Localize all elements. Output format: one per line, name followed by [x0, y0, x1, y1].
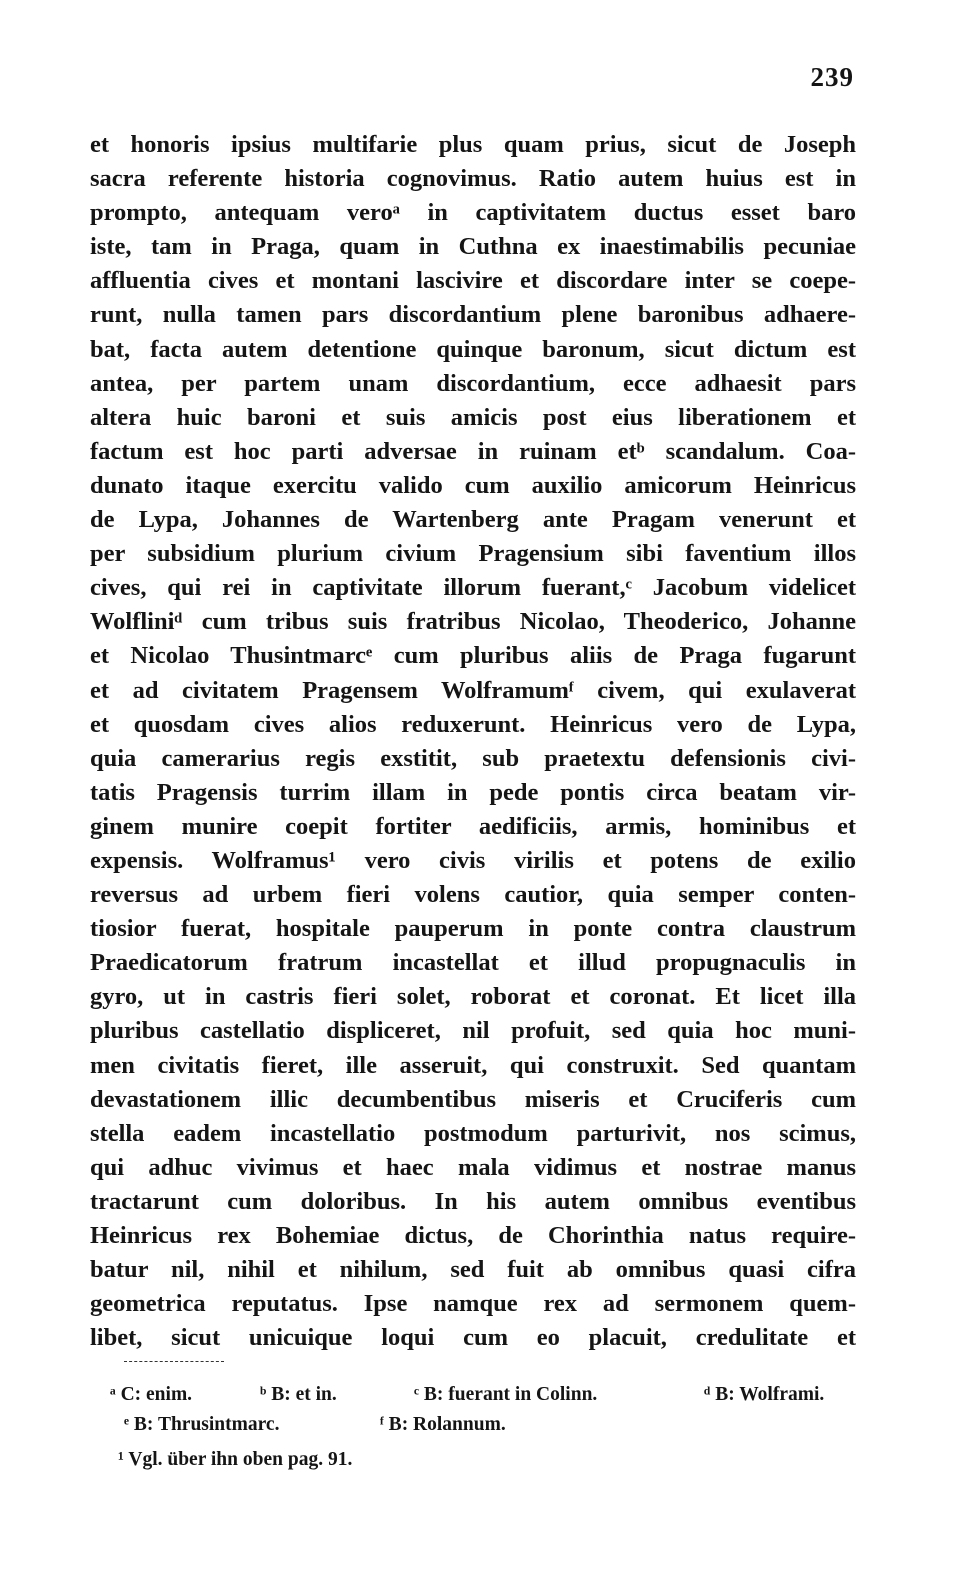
- text-line: geometrica reputatus. Ipse namque rex ad sermonem quem-: [90, 1290, 856, 1318]
- footnote-row-1: [110, 1380, 870, 1410]
- text-line: runt, nulla tamen pars discordantium plene baronibus adhaere-: [90, 301, 856, 329]
- main-text: [90, 128, 856, 1355]
- footnote-d: ᵈ B: Wolframi.: [704, 1384, 825, 1405]
- text-line: batur nil, nihil et nihilum, sed fuit ab omnibus quasi cifra: [90, 1256, 856, 1284]
- text-line: dunato itaque exercitu valido cum auxilio amicorum Heinricus: [90, 471, 856, 499]
- text-line: de Lypa, Johannes de Wartenberg ante Pragam venerunt et: [90, 506, 856, 534]
- text-line: tatis Pragensis turrim illam in pede pontis circa beatam vir-: [90, 778, 856, 806]
- text-line: affluentia cives et montani lascivire et discordare inter se coepe-: [90, 267, 856, 295]
- footnote-a: ᵃ C: enim.: [110, 1384, 193, 1405]
- text-line: per subsidium plurium civium Pragensium sibi faventium illos: [90, 540, 856, 568]
- text-line: et honoris ipsius multifarie plus quam prius, sicut de Joseph: [90, 131, 856, 158]
- text-line: Heinricus rex Bohemiae dictus, de Chorinthia natus require-: [90, 1222, 856, 1249]
- text-line: iste, tam in Praga, quam in Cuthna ex inaestimabilis pecuniae: [90, 233, 856, 261]
- text-line: cives, qui rei in captivitate illorum fuerant,ᶜ Jacobum videlicet: [90, 574, 856, 602]
- text-line: prompto, antequam veroᵃ in captivitatem ductus esset baro: [90, 199, 856, 227]
- text-line: et ad civitatem Pragensem Wolframumᶠ civem, qui exulaverat: [90, 676, 856, 704]
- page-number: 239: [810, 62, 854, 92]
- textual-footnotes: [110, 1380, 870, 1440]
- text-line: bat, facta autem detentione quinque baronum, sicut dictum est: [90, 335, 856, 363]
- footnote-b: ᵇ B: et in.: [260, 1384, 337, 1405]
- text-line: Wolfliniᵈ cum tribus suis fratribus Nicolao, Theoderico, Johanne: [90, 608, 856, 636]
- text-line: et quosdam cives alios reduxerunt. Heinricus vero de Lypa,: [90, 710, 856, 738]
- footnote-row-2: [110, 1410, 870, 1440]
- text-line: factum est hoc parti adversae in ruinam etᵇ scandalum. Coa-: [90, 437, 856, 465]
- reference-note-1: ¹ Vgl. über ihn oben pag. 91.: [118, 1449, 353, 1470]
- text-line: quia camerarius regis exstitit, sub praetextu defensionis civi-: [90, 744, 856, 772]
- text-line: men civitatis fieret, ille asseruit, qui construxit. Sed quantam: [90, 1051, 856, 1079]
- text-line: qui adhuc vivimus et haec mala vidimus et nostrae manus: [90, 1153, 856, 1181]
- text-line: tiosior fuerat, hospitale pauperum in ponte contra claustrum: [90, 915, 856, 943]
- text-line: stella eadem incastellatio postmodum parturivit, nos scimus,: [90, 1119, 856, 1147]
- footnote-e: ᵉ B: Thrusintmarc.: [124, 1414, 280, 1435]
- footnote-separator: [124, 1361, 224, 1362]
- text-line: sacra referente historia cognovimus. Ratio autem huius est in: [90, 165, 856, 193]
- text-line: Praedicatorum fratrum incastellat et illud propugnaculis in: [90, 949, 856, 977]
- text-line: reversus ad urbem fieri volens cautior, quia semper conten-: [90, 881, 856, 909]
- text-line: ginem munire coepit fortiter aedificiis, armis, hominibus et: [90, 812, 856, 840]
- footnote-c: ᶜ B: fuerant in Colinn.: [414, 1384, 598, 1405]
- text-line: tractarunt cum doloribus. In his autem omnibus eventibus: [90, 1187, 856, 1215]
- text-line: libet, sicut unicuique loqui cum eo placuit, credulitate et: [90, 1324, 856, 1352]
- text-line: devastationem illic decumbentibus miseris et Cruciferis cum: [90, 1085, 856, 1113]
- text-line: altera huic baroni et suis amicis post eius liberationem et: [90, 403, 856, 431]
- text-line: gyro, ut in castris fieri solet, roborat et coronat. Et licet illa: [90, 983, 856, 1011]
- footnote-f: ᶠ B: Rolannum.: [380, 1414, 506, 1435]
- text-line: pluribus castellatio displiceret, nil profuit, sed quia hoc muni-: [90, 1017, 856, 1045]
- text-line: antea, per partem unam discordantium, ecce adhaesit pars: [90, 369, 856, 397]
- text-line: et Nicolao Thusintmarcᵉ cum pluribus aliis de Praga fugarunt: [90, 642, 856, 670]
- text-line: expensis. Wolframus¹ vero civis virilis et potens de exilio: [90, 846, 856, 874]
